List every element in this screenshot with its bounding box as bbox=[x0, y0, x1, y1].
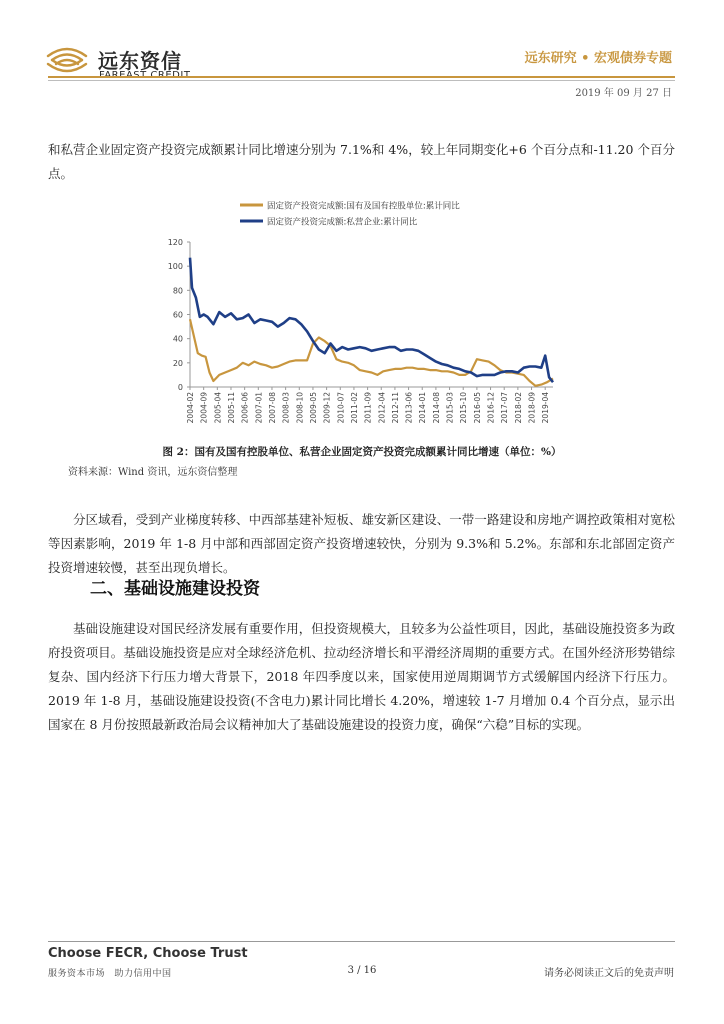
disclaimer-notice: 请务必阅读正文后的免责声明 bbox=[544, 968, 674, 979]
y-tick-label: 60 bbox=[172, 310, 183, 320]
series-line-1 bbox=[190, 319, 553, 386]
investment-growth-chart bbox=[155, 195, 575, 435]
footer-sub-slogan: 服务资本市场 助力信用中国 bbox=[48, 969, 172, 979]
x-tick-label: 2008-10 bbox=[295, 392, 305, 424]
report-series-title: 远东研究 • 宏观债券专题 bbox=[524, 51, 672, 66]
footer-slogan: Choose FECR, Choose Trust bbox=[48, 946, 248, 961]
x-tick-label: 2012-11 bbox=[390, 392, 400, 424]
legend-label-2: 固定资产投资完成额:私营企业:累计同比 bbox=[267, 217, 418, 228]
x-tick-label: 2009-05 bbox=[308, 392, 318, 424]
y-tick-label: 20 bbox=[172, 358, 183, 368]
page-number: 3 / 16 bbox=[347, 965, 377, 976]
x-tick-label: 2010-07 bbox=[336, 392, 346, 424]
x-tick-label: 2014-01 bbox=[418, 392, 428, 424]
header-divider-thin bbox=[48, 80, 675, 81]
legend-label-1: 固定资产投资完成额:国有及国有控股单位:累计同比 bbox=[267, 201, 460, 212]
x-tick-label: 2004-09 bbox=[199, 392, 209, 424]
x-tick-label: 2018-09 bbox=[527, 392, 537, 424]
header-divider bbox=[48, 76, 675, 78]
figure-caption: 图 2：国有及国有控股单位、私营企业固定资产投资完成额累计同比增速（单位：%） bbox=[162, 446, 562, 458]
x-tick-label: 2011-02 bbox=[349, 392, 359, 424]
figure-source: 资料来源：Wind 资讯，远东资信整理 bbox=[68, 467, 238, 478]
y-tick-label: 120 bbox=[167, 238, 183, 247]
y-tick-label: 0 bbox=[177, 383, 183, 392]
x-tick-label: 2009-12 bbox=[322, 392, 332, 424]
x-tick-label: 2008-03 bbox=[281, 392, 291, 424]
y-tick-label: 40 bbox=[172, 334, 183, 344]
x-tick-label: 2015-03 bbox=[445, 392, 455, 424]
intro-paragraph: 和私营企业固定资产投资完成额累计同比增速分别为 7.1%和 4%，较上年同期变化+6 个百分点和-11.20 个百分点。 bbox=[48, 142, 675, 181]
x-tick-label: 2006-06 bbox=[240, 392, 250, 424]
x-tick-label: 2016-05 bbox=[472, 392, 482, 424]
x-tick-label: 2011-09 bbox=[363, 392, 373, 424]
region-paragraph: 分区域看，受到产业梯度转移、中西部基建补短板、雄安新区建设、一带一路建设和房地产调控政策相对宽松等因素影响，2019 年 1-8 月中部和西部固定资产投资增速较快，分别为 9.3%和 5.2%。东部和东北部固定资产投资增速较慢，甚至出现负增长。 bbox=[48, 512, 675, 575]
x-tick-label: 2007-08 bbox=[267, 392, 277, 424]
y-tick-label: 80 bbox=[172, 286, 183, 296]
x-tick-label: 2004-02 bbox=[186, 392, 195, 424]
section-heading: 二、基础设施建设投资 bbox=[90, 579, 260, 599]
x-tick-label: 2017-07 bbox=[500, 392, 510, 424]
x-tick-label: 2007-01 bbox=[254, 392, 264, 424]
x-tick-label: 2015-10 bbox=[459, 392, 469, 424]
footer-divider bbox=[48, 941, 675, 942]
x-tick-label: 2013-06 bbox=[404, 392, 414, 424]
infrastructure-paragraph: 基础设施建设对国民经济发展有重要作用，但投资规模大，且较多为公益性项目，因此，基础设施投资多为政府投资项目。基础设施投资是应对全球经济危机、拉动经济增长和平滑经济周期的重要方式。在国外经济形势错综复杂、国内经济下行压力增大背景下，2018 年四季度以来，国家使用逆周期调节方式缓解国内经济下行压力。2019 年 1-8 月，基础设施建设投资(不含电力)累计同比增长 4.20%，增速较 1-7 月增加 0.4 个百分点，显示出国家在 8 月份按照最新政治局会议精神加大了基础设施建设的投资力度，确保“六稳”目标的实现。 bbox=[48, 621, 675, 732]
x-tick-label: 2018-02 bbox=[513, 392, 523, 424]
x-tick-label: 2016-12 bbox=[486, 392, 496, 424]
x-tick-label: 2005-11 bbox=[226, 392, 236, 424]
fareast-logo-icon bbox=[44, 44, 90, 76]
report-date: 2019 年 09 月 27 日 bbox=[575, 88, 672, 99]
brand-name: 远东资信 bbox=[98, 49, 182, 73]
x-tick-label: 2014-08 bbox=[431, 392, 441, 424]
x-tick-label: 2012-04 bbox=[377, 392, 387, 424]
y-tick-label: 100 bbox=[167, 262, 183, 272]
x-tick-label: 2019-04 bbox=[541, 392, 551, 424]
x-tick-label: 2005-04 bbox=[213, 392, 223, 424]
